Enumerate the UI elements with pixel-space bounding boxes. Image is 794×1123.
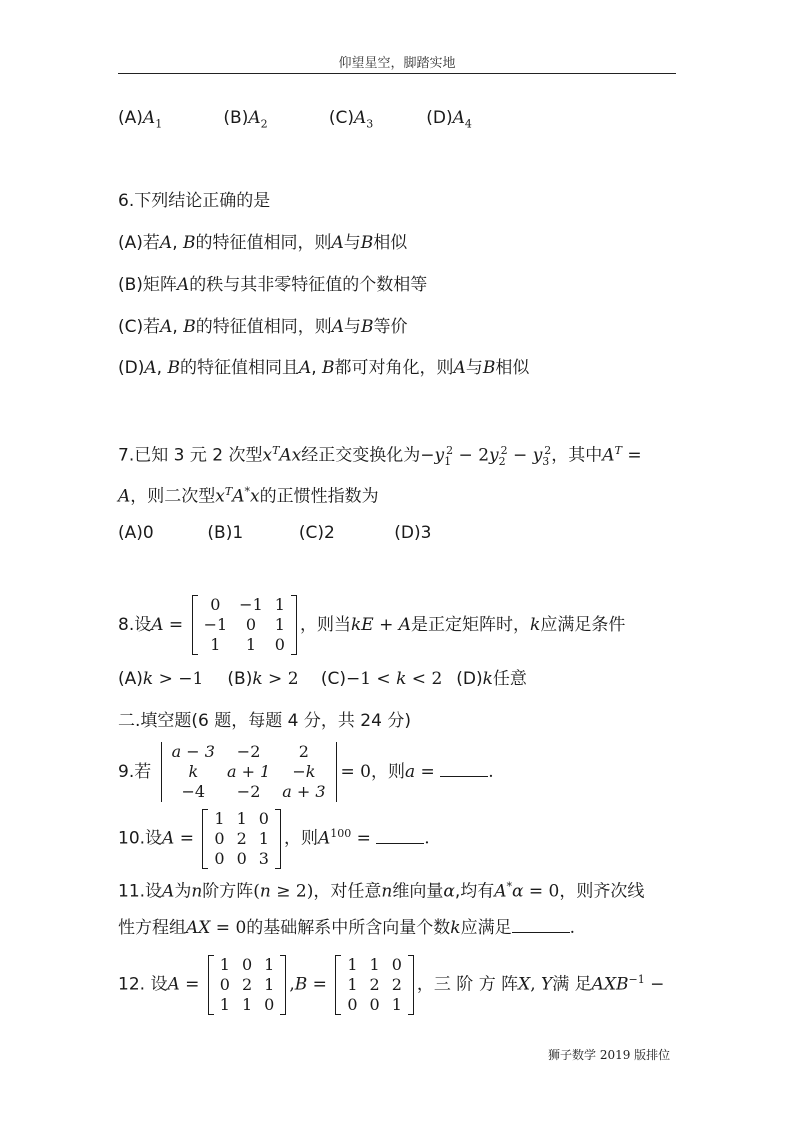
q11-line-1: 11.设A为n阶方阵(n ≥ 2)，对任意n维向量α,均有A*α = 0，则齐次线 <box>118 880 645 902</box>
q10-answer-blank[interactable] <box>376 827 424 844</box>
q11-answer-blank[interactable] <box>512 916 570 933</box>
q9-answer-blank[interactable] <box>440 760 488 777</box>
q10-matrix: 1 1 0 0 2 1 0 0 3 <box>202 809 281 869</box>
q9-question: 9.若 a − 3 −2 2 k a + 1 −k −4 −2 a + 3 = 0，则a = . <box>118 742 494 801</box>
q12-matrix-a: 1 0 1 0 2 1 1 1 0 <box>208 955 287 1015</box>
q7-options: (A)0 (B)1 (C)2 (D)3 <box>118 523 432 543</box>
q12-question: 12. 设A = 1 0 1 0 2 1 1 1 0 ,B = 1 1 0 1 2 2 0 0 1 ，三 阶 方 阵X, Y满 足$AXB^{-1}$ − <box>118 954 665 1014</box>
q6-option-b: (B)矩阵A的秩与其非零特征值的个数相等 <box>118 275 428 295</box>
q8-question: 8.设A = 0 −1 1 −1 0 1 1 1 0 ，则当kE + A是正定矩阵时，k应满足条件 <box>118 595 626 654</box>
q7-line-2: A，则二次型$x^TA^*x$的正惯性指数为 <box>118 485 379 507</box>
page-footer: 狮子数学 2019 版排位 <box>548 1048 671 1062</box>
q5-options: $(A)A_1$ $(B)A_2$ $(C)A_3$ $(D)A_4$ <box>118 108 472 131</box>
header-divider <box>118 73 676 74</box>
q9-determinant: a − 3 −2 2 k a + 1 −k −4 −2 a + 3 <box>160 742 338 802</box>
q6-option-c: (C)若A, B的特征值相同，则A与B等价 <box>118 317 408 337</box>
q10-question: 10.设A = 1 1 0 0 2 1 0 0 3 ，则$A^{100}$ = . <box>118 808 430 868</box>
q7-line-1: 7.已知 3 元 2 次型$x^TAx$经正交变换化为$-y_1^2 - 2y_2^2 - y_3^2$，其中$A^T$ = <box>118 444 642 469</box>
section-2-title: 二.填空题(6 题，每题 4 分，共 24 分) <box>118 711 411 731</box>
q6-stem: 6.下列结论正确的是 <box>118 191 271 211</box>
q12-matrix-b: 1 1 0 1 2 2 0 0 1 <box>335 955 414 1015</box>
q6-option-d: (D)A, B的特征值相同且A, B都可对角化，则A与B相似 <box>118 358 530 378</box>
q8-matrix: 0 −1 1 −1 0 1 1 1 0 <box>192 595 297 655</box>
page-header: 仰望星空，脚踏实地 <box>338 56 456 71</box>
q11-line-2: 性方程组AX = 0的基础解系中所含向量个数k应满足 . <box>118 918 575 938</box>
q8-options: (A)k > −1 (B)k > 2 (C)−1 < k < 2 (D)k任意 <box>118 669 527 689</box>
q6-option-a: (A)若A, B的特征值相同，则A与B相似 <box>118 233 408 253</box>
